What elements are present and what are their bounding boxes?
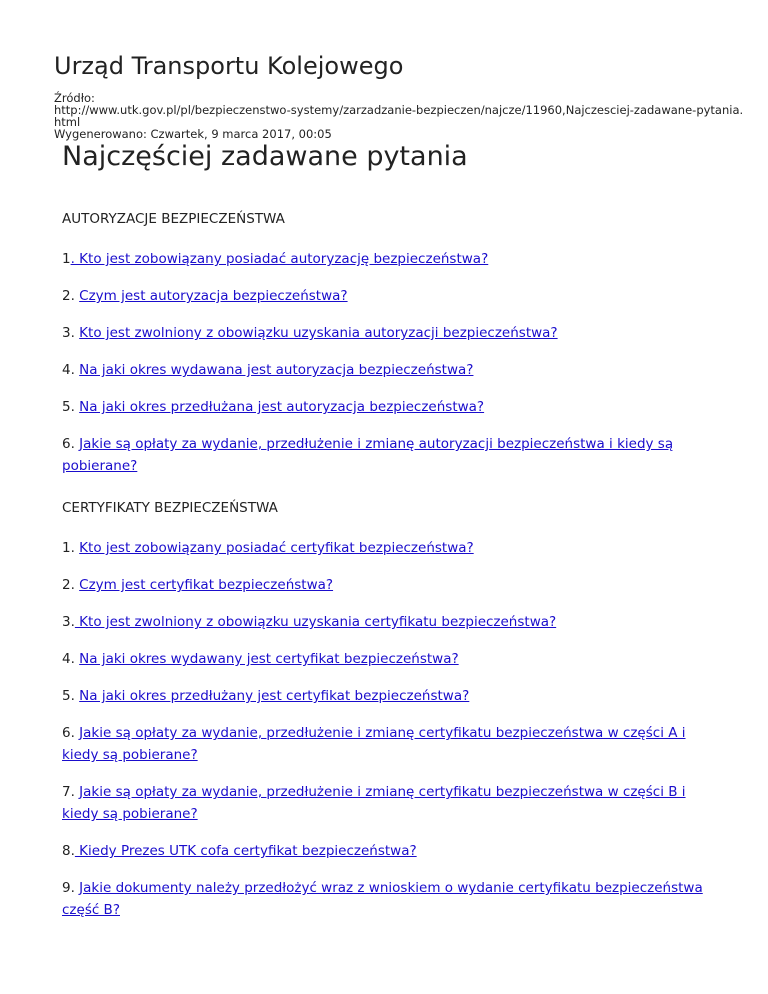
question-link[interactable]: . Kto jest zobowiązany posiadać autoryzację bezpieczeństwa?	[70, 251, 489, 267]
question-number: 2.	[62, 577, 80, 593]
question-link[interactable]: Jakie są opłaty za wydanie, przedłużenie i zmianę certyfikatu bezpieczeństwa w części A i kiedy są pobierane?	[62, 725, 686, 763]
generated-date: Wygenerowano: Czwartek, 9 marca 2017, 00:05	[54, 127, 332, 141]
question-item	[62, 322, 722, 344]
question-link[interactable]: Jakie są opłaty za wydanie, przedłużenie i zmianę autoryzacji bezpieczeństwa i kiedy są pobierane?	[62, 436, 674, 474]
question-link[interactable]: Jakie są opłaty za wydanie, przedłużenie i zmianę certyfikatu bezpieczeństwa w części B i kiedy są pobierane?	[62, 784, 686, 822]
question-item	[62, 648, 722, 670]
question-number: 4.	[62, 651, 80, 667]
question-number: 8.	[62, 843, 75, 859]
question-number: 1	[62, 251, 71, 267]
question-link[interactable]: Kiedy Prezes UTK cofa certyfikat bezpieczeństwa?	[74, 843, 417, 859]
question-item	[62, 285, 722, 307]
source-url: http://www.utk.gov.pl/pl/bezpieczenstwo-systemy/zarzadzanie-bezpieczen/najcze/11960,Najczesciej-zadawane-pytania.html	[54, 103, 744, 129]
question-item	[62, 840, 722, 862]
question-item	[62, 537, 722, 559]
question-item	[62, 396, 722, 418]
question-number: 6.	[62, 436, 80, 452]
question-link[interactable]: Na jaki okres przedłużana jest autoryzacja bezpieczeństwa?	[79, 399, 485, 415]
question-item	[62, 722, 722, 766]
question-number: 4.	[62, 362, 80, 378]
section-heading: CERTYFIKATY BEZPIECZEŃSTWA	[62, 500, 278, 516]
question-number: 6.	[62, 725, 80, 741]
question-number: 7.	[62, 784, 80, 800]
question-item	[62, 433, 722, 477]
question-number: 2.	[62, 288, 80, 304]
question-item	[62, 359, 722, 381]
article-content	[62, 208, 722, 936]
section-certyfikaty	[62, 497, 722, 921]
source-label: Źródło:	[54, 91, 95, 105]
question-link[interactable]: Na jaki okres przedłużany jest certyfikat bezpieczeństwa?	[79, 688, 470, 704]
question-link[interactable]: Czym jest certyfikat bezpieczeństwa?	[79, 577, 334, 593]
question-number: 5.	[62, 688, 80, 704]
question-item	[62, 248, 722, 270]
question-item	[62, 574, 722, 596]
question-item	[62, 877, 722, 921]
question-item	[62, 781, 722, 825]
section-heading: AUTORYZACJE BEZPIECZEŃSTWA	[62, 211, 285, 227]
question-item	[62, 611, 722, 633]
question-link[interactable]: Na jaki okres wydawany jest certyfikat bezpieczeństwa?	[79, 651, 459, 667]
print-metadata	[54, 92, 744, 140]
question-number: 3.	[62, 614, 75, 630]
question-link[interactable]: Na jaki okres wydawana jest autoryzacja bezpieczeństwa?	[79, 362, 474, 378]
question-link[interactable]: Kto jest zwolniony z obowiązku uzyskania autoryzacji bezpieczeństwa?	[79, 325, 558, 341]
question-number: 1.	[62, 540, 80, 556]
question-item	[62, 685, 722, 707]
question-link[interactable]: Jakie dokumenty należy przedłożyć wraz z wnioskiem o wydanie certyfikatu bezpieczeństwa część B?	[62, 880, 703, 918]
question-link[interactable]: Kto jest zobowiązany posiadać certyfikat bezpieczeństwa?	[79, 540, 474, 556]
question-number: 9.	[62, 880, 80, 896]
site-title: Urząd Transportu Kolejowego	[54, 52, 404, 80]
question-number: 3.	[62, 325, 80, 341]
article-title: Najczęściej zadawane pytania	[62, 141, 468, 172]
question-number: 5.	[62, 399, 80, 415]
section-autoryzacje	[62, 208, 722, 477]
question-link[interactable]: Kto jest zwolniony z obowiązku uzyskania certyfikatu bezpieczeństwa?	[74, 614, 557, 630]
question-link[interactable]: Czym jest autoryzacja bezpieczeństwa?	[79, 288, 348, 304]
